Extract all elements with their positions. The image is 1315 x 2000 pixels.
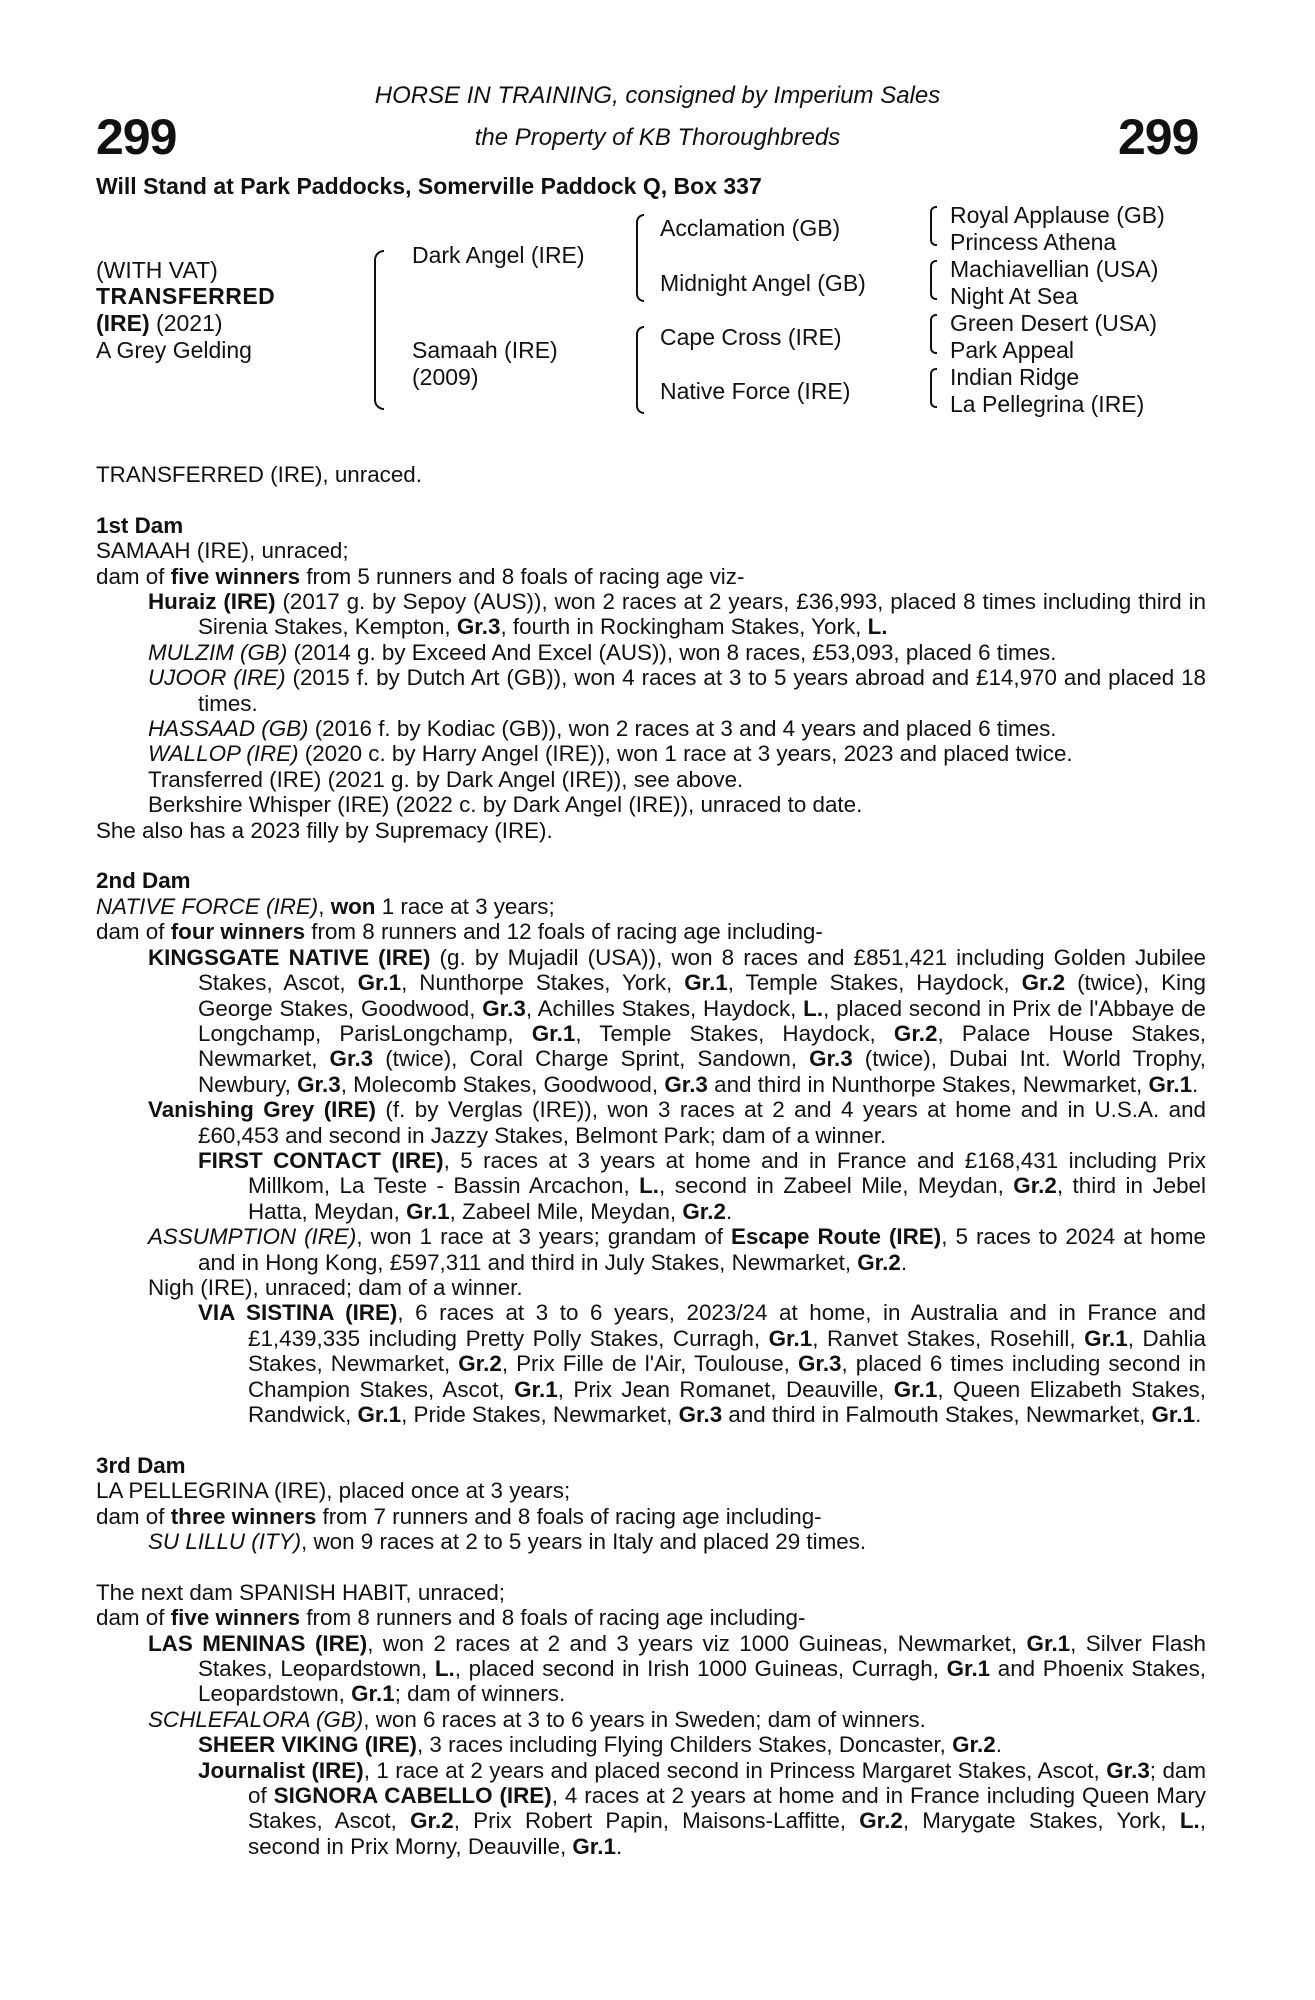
pedigree-g4-1: Royal Applause (GB) [950, 202, 1165, 228]
lot-number-left: 299 [96, 109, 177, 165]
pedigree-brace-g4 [930, 368, 937, 408]
progeny-entry: LAS MENINAS (IRE), won 2 races at 2 and 3 years viz 1000 Guineas, Newmarket, Gr.1, Silver Flash Stakes, Leopardstown, L., placed second in Irish 1000 Guineas, Curragh, Gr.1 and Phoenix Stakes, Leopardstown, Gr.1; dam of winners. [148, 1630, 1207, 1707]
pedigree-g4-6: Park Appeal [950, 337, 1075, 363]
header-consignor: HORSE IN TRAINING, consigned by Imperium Sales [374, 82, 941, 109]
pedigree-g4-5: Green Desert (USA) [950, 310, 1158, 336]
pedigree-dam-year: (2009) [412, 364, 479, 390]
first-dam-also: She also has a 2023 filly by Supremacy (IRE). [96, 817, 553, 843]
stand-location: Will Stand at Park Paddocks, Somerville Paddock Q, Box 337 [96, 173, 762, 199]
horse-name: TRANSFERRED [96, 283, 276, 309]
header-property: the Property of KB Thoroughbreds [474, 124, 841, 151]
progeny-entry: ASSUMPTION (IRE), won 1 race at 3 years; grandam of Escape Route (IRE), 5 races to 2024 at home and in Hong Kong, £597,311 and third in July Stakes, Newmarket, Gr.2. [148, 1224, 1206, 1275]
progeny-entry: SHEER VIKING (IRE), 3 races including Flying Childers Stakes, Doncaster, Gr.2. [198, 1732, 1002, 1758]
next-dam-line2: dam of five winners from 8 runners and 8 foals of racing age including- [96, 1605, 806, 1631]
progeny-entry: Nigh (IRE), unraced; dam of a winner. [148, 1274, 523, 1300]
pedigree-sire-dam: Midnight Angel (GB) [660, 270, 866, 296]
pedigree-dam-dam: Native Force (IRE) [660, 378, 851, 404]
pedigree-brace-g2 [930, 260, 937, 300]
pedigree-g4-2: Princess Athena [950, 229, 1117, 255]
progeny-entry: VIA SISTINA (IRE), 6 races at 3 to 6 years, 2023/24 at home, in Australia and in France and £1,439,335 including Pretty Polly Stakes, Curragh, Gr.1, Ranvet Stakes, Rosehill, Gr.1, Dahlia Stakes, Newmarket, Gr.2, Prix Fille de l'Air, Toulouse, Gr.3, placed 6 times including second in Champion Stakes, Ascot, Gr.1, Prix Jean Romanet, Deauville, Gr.1, Queen Elizabeth Stakes, Randwick, Gr.1, Pride Stakes, Newmarket, Gr.3 and third in Falmouth Stakes, Newmarket, Gr.1. [198, 1300, 1207, 1427]
progeny-entry: Transferred (IRE) (2021 g. by Dark Angel (IRE)), see above. [148, 766, 744, 792]
pedigree-g4-4: Night At Sea [950, 283, 1078, 309]
horse-description: A Grey Gelding [96, 337, 252, 363]
progeny-entry: SCHLEFALORA (GB), won 6 races at 3 to 6 years in Sweden; dam of winners. [148, 1706, 926, 1732]
progeny-entry: FIRST CONTACT (IRE), 5 races at 3 years at home and in France and £168,431 including Prix Millkom, La Teste - Bassin Arcachon, L., second in Zabeel Mile, Meydan, Gr.2, third in Jebel Hatta, Meydan, Gr.1, Zabeel Mile, Meydan, Gr.2. [198, 1147, 1206, 1224]
lot-number-right: 299 [1118, 109, 1199, 165]
horse-origin: (IRE) (2021) [96, 310, 223, 336]
pedigree-brace-g1 [930, 206, 937, 246]
second-dam-heading: 2nd Dam [96, 868, 191, 894]
catalogue-body [96, 462, 1206, 1859]
progeny-entry: Journalist (IRE), 1 race at 2 years and placed second in Princess Margaret Stakes, Ascot, Gr.3; dam of SIGNORA CABELLO (IRE), 4 races at 2 years at home and in France including Queen Mary Stakes, Ascot, Gr.2, Prix Robert Papin, Maisons-Laffitte, Gr.2, Marygate Stakes, York, L., second in Prix Morny, Deauville, Gr.1. [198, 1757, 1207, 1859]
pedigree-g4-3: Machiavellian (USA) [950, 256, 1159, 282]
progeny-entry: Berkshire Whisper (IRE) (2022 c. by Dark Angel (IRE)), unraced to date. [148, 792, 863, 818]
progeny-entry: Vanishing Grey (IRE) (f. by Verglas (IRE)), won 3 races at 2 and 4 years at home and in U.S.A. and £60,453 and second in Jazzy Stakes, Belmont Park; dam of a winner. [148, 1097, 1206, 1148]
vat-label: (WITH VAT) [96, 257, 218, 283]
first-dam-line1: SAMAAH (IRE), unraced; [96, 538, 349, 564]
progeny-entry: WALLOP (IRE) (2020 c. by Harry Angel (IRE)), won 1 race at 3 years, 2023 and placed twice. [148, 741, 1073, 767]
progeny-entry: KINGSGATE NATIVE (IRE) (g. by Mujadil (USA)), won 8 races and £851,421 including Golden Jubilee Stakes, Ascot, Gr.1, Nunthorpe Stakes, York, Gr.1, Temple Stakes, Haydock, Gr.2 (twice), King George Stakes, Goodwood, Gr.3, Achilles Stakes, Haydock, L., placed second in Prix de l'Abbaye de Longchamp, ParisLongchamp, Gr.1, Temple Stakes, Haydock, Gr.2, Palace House Stakes, Newmarket, Gr.3 (twice), Coral Charge Sprint, Sandown, Gr.3 (twice), Dubai Int. World Trophy, Newbury, Gr.3, Molecomb Stakes, Goodwood, Gr.3 and third in Nunthorpe Stakes, Newmarket, Gr.1. [148, 944, 1207, 1097]
progeny-entry: UJOOR (IRE) (2015 f. by Dutch Art (GB)), won 4 races at 3 to 5 years abroad and £14,970 and placed 18 times. [148, 665, 1206, 716]
pedigree-g4-8: La Pellegrina (IRE) [950, 391, 1145, 417]
third-dam-heading: 3rd Dam [96, 1452, 186, 1478]
second-dam-line1: NATIVE FORCE (IRE), won 1 race at 3 years; [96, 893, 555, 919]
progeny-entry: HASSAAD (GB) (2016 f. by Kodiac (GB)), won 2 races at 3 and 4 years and placed 6 times. [148, 716, 1057, 742]
pedigree-sire: Dark Angel (IRE) [412, 242, 585, 268]
pedigree-brace-sire [636, 214, 644, 302]
intro-line: TRANSFERRED (IRE), unraced. [96, 462, 422, 487]
pedigree-brace-g3 [930, 314, 937, 354]
pedigree-dam: Samaah (IRE) [412, 337, 558, 363]
progeny-entry: Huraiz (IRE) (2017 g. by Sepoy (AUS)), won 2 races at 2 years, £36,993, placed 8 times including third in Sirenia Stakes, Kempton, Gr.3, fourth in Rockingham Stakes, York, L. [148, 589, 1207, 640]
next-dam-line1: The next dam SPANISH HABIT, unraced; [96, 1579, 506, 1605]
third-dam-line2: dam of three winners from 7 runners and 8 foals of racing age including- [96, 1503, 822, 1529]
progeny-entry: MULZIM (GB) (2014 g. by Exceed And Excel (AUS)), won 8 races, £53,093, placed 6 times. [148, 639, 1057, 665]
pedigree-brace-dam [636, 326, 644, 414]
pedigree-dam-sire: Cape Cross (IRE) [660, 324, 842, 350]
progeny-entry: SU LILLU (ITY), won 9 races at 2 to 5 years in Italy and placed 29 times. [148, 1529, 867, 1555]
pedigree-g4-7: Indian Ridge [950, 364, 1080, 390]
first-dam-heading: 1st Dam [96, 512, 184, 538]
first-dam-line2: dam of five winners from 5 runners and 8 foals of racing age viz- [96, 563, 745, 589]
pedigree-sire-sire: Acclamation (GB) [660, 215, 841, 241]
pedigree-brace-main [374, 250, 384, 410]
second-dam-line2: dam of four winners from 8 runners and 12 foals of racing age including- [96, 919, 823, 945]
third-dam-line1: LA PELLEGRINA (IRE), placed once at 3 years; [96, 1478, 571, 1504]
